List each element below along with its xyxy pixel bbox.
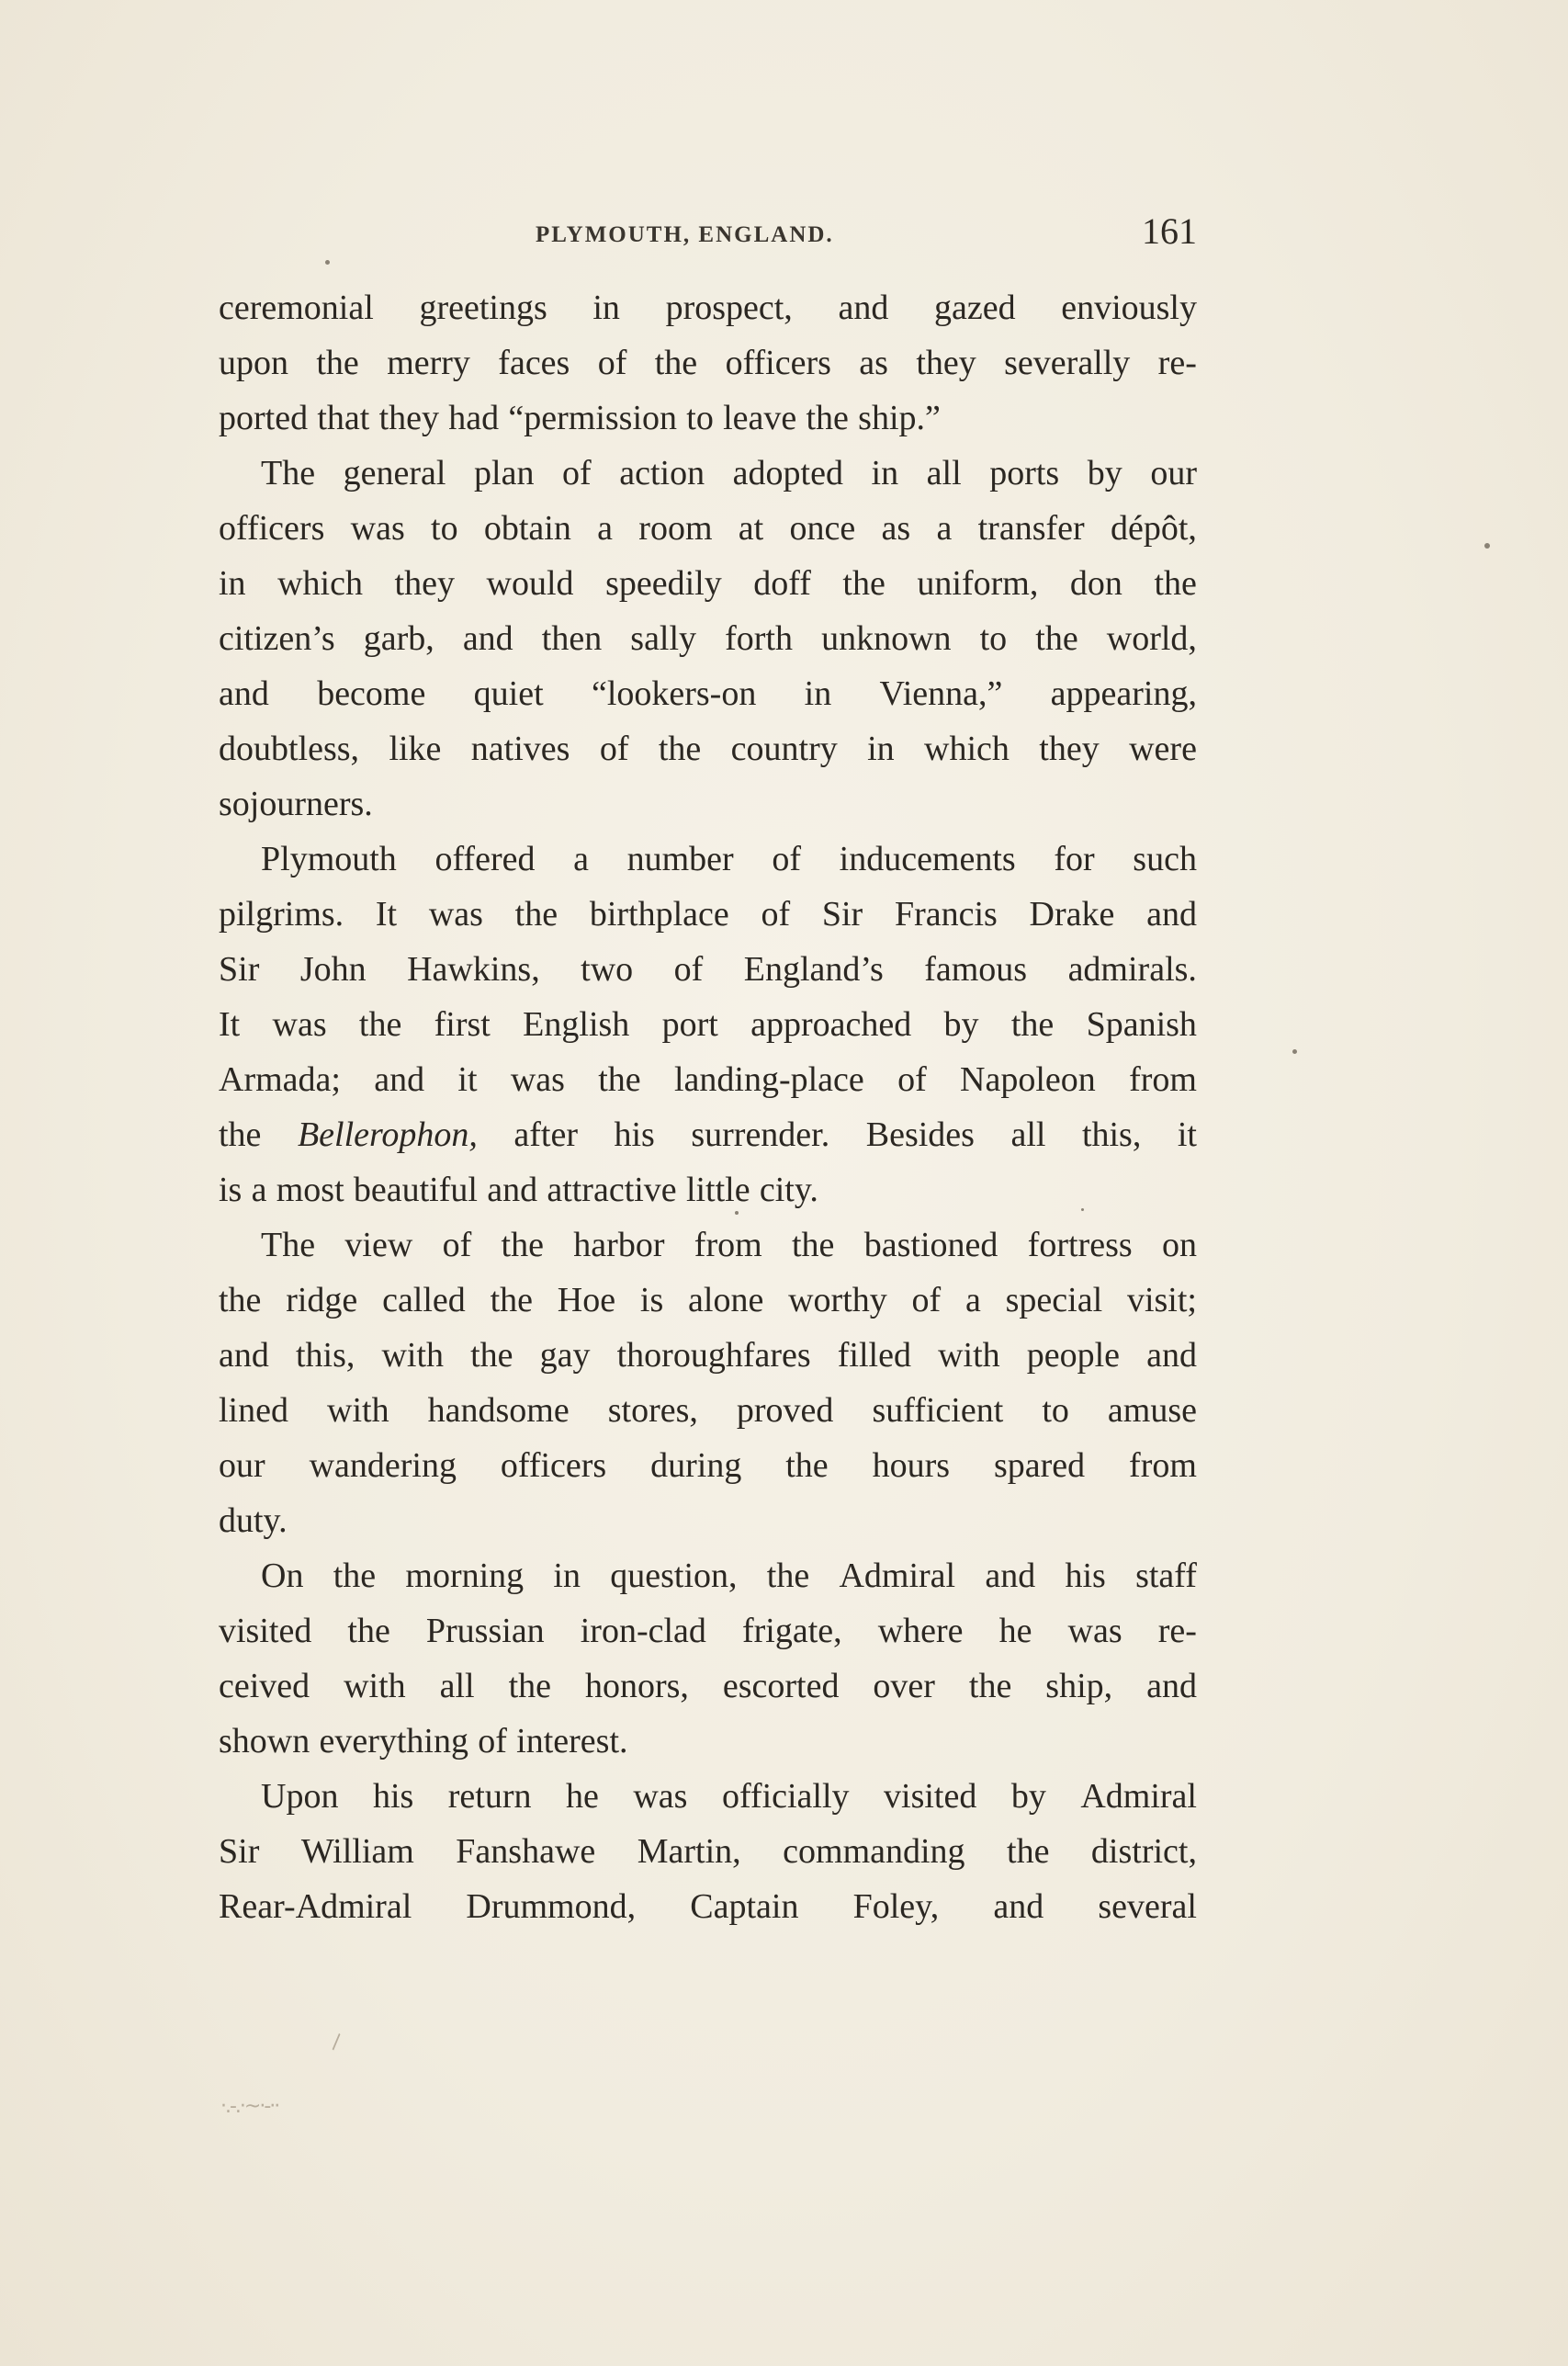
word: to: [1042, 1391, 1069, 1430]
text-line: [219, 501, 1197, 556]
word: in: [867, 730, 895, 768]
word: unknown: [821, 619, 952, 658]
word: the: [1010, 1005, 1055, 1044]
word: faces: [498, 344, 570, 382]
word: the: [766, 1557, 810, 1595]
text-line: [219, 1438, 1197, 1493]
word: a: [964, 1281, 981, 1319]
text-line: [219, 1879, 1197, 1934]
word: enviously: [1061, 289, 1197, 327]
word: Upon: [261, 1777, 339, 1816]
word: of: [442, 1226, 472, 1264]
word: the: [654, 344, 698, 382]
word: surrender.: [691, 1115, 830, 1154]
word: Martin,: [637, 1832, 741, 1871]
text-line: [219, 556, 1197, 611]
word: become: [317, 674, 426, 713]
word: officers: [219, 509, 325, 548]
word: was: [1067, 1612, 1122, 1650]
text-line: [219, 280, 1197, 335]
word: Napoleon: [960, 1060, 1096, 1099]
paper-smudge: ·.-.·~·-··: [220, 2095, 279, 2118]
text-line: [219, 942, 1197, 997]
word: this,: [1081, 1115, 1142, 1154]
word: wandering: [309, 1446, 457, 1485]
word: transfer: [977, 509, 1085, 548]
word: interest.: [516, 1722, 628, 1760]
word: number: [626, 840, 734, 878]
word: to: [431, 509, 458, 548]
word: commanding: [783, 1832, 965, 1871]
word: special: [1005, 1281, 1103, 1319]
word: such: [1133, 840, 1197, 878]
word: city.: [759, 1171, 818, 1209]
word: staff: [1135, 1557, 1197, 1595]
word: shown: [219, 1722, 310, 1760]
word: and: [462, 619, 513, 658]
word: offered: [434, 840, 536, 878]
running-head: [219, 209, 1197, 265]
word: his: [1065, 1557, 1106, 1595]
word: of: [673, 950, 704, 989]
word: Vienna,”: [879, 674, 1003, 713]
word: it: [457, 1060, 478, 1099]
word: prospect,: [665, 289, 793, 327]
word: officers: [725, 344, 831, 382]
word: had: [448, 399, 500, 437]
word: honors,: [584, 1667, 689, 1705]
word: by: [1010, 1777, 1046, 1816]
word: he: [998, 1612, 1032, 1650]
word: first: [434, 1005, 491, 1044]
word: English: [523, 1005, 630, 1044]
word: Sir: [219, 950, 260, 989]
word: uniform,: [917, 564, 1039, 603]
text-line: [219, 611, 1197, 666]
word: visited: [219, 1612, 312, 1650]
word: then: [541, 619, 603, 658]
text-line: [219, 666, 1197, 721]
word: natives: [470, 730, 570, 768]
word: the: [333, 1557, 377, 1595]
word: Admiral: [1080, 1777, 1197, 1816]
word: most: [276, 1171, 344, 1209]
word: of: [772, 840, 801, 878]
word: Francis: [894, 895, 998, 934]
word: the: [219, 1281, 262, 1319]
word: [298, 1107, 478, 1162]
word: two: [581, 950, 634, 989]
word: the: [842, 564, 886, 603]
word: Foley,: [852, 1887, 940, 1926]
word: sufficient: [872, 1391, 1004, 1430]
text-line: [219, 1603, 1197, 1658]
word: amuse: [1107, 1391, 1197, 1430]
word: William: [300, 1832, 414, 1871]
word: officers: [500, 1446, 607, 1485]
word: the: [806, 399, 849, 437]
word: England’s: [743, 950, 884, 989]
word: district,: [1090, 1832, 1197, 1871]
text-line: [219, 1383, 1197, 1438]
text-line: [219, 391, 1197, 446]
running-head-title: PLYMOUTH, ENGLAND.: [536, 222, 834, 247]
word: all: [926, 454, 962, 492]
word: the: [598, 1060, 641, 1099]
word: Plymouth: [261, 840, 397, 878]
word: at: [738, 509, 764, 548]
word: spared: [993, 1446, 1086, 1485]
word: ported: [219, 399, 309, 437]
word: ports: [989, 454, 1060, 492]
word: that: [317, 399, 370, 437]
word: action: [619, 454, 705, 492]
word: gay: [539, 1336, 591, 1375]
word: doff: [753, 564, 811, 603]
word: Hawkins,: [407, 950, 540, 989]
word: in: [592, 289, 620, 327]
word: and: [487, 1171, 538, 1209]
word: ceremonial: [219, 289, 374, 327]
word: is: [639, 1281, 664, 1319]
word: the: [490, 1281, 534, 1319]
word: merry: [387, 344, 470, 382]
word: the: [508, 1667, 551, 1705]
word: sojourners.: [219, 785, 373, 823]
word: Spanish: [1086, 1005, 1197, 1044]
text-line: [219, 1217, 1197, 1273]
word: greetings: [419, 289, 547, 327]
word: general: [343, 454, 446, 492]
word: John: [299, 950, 367, 989]
word: were: [1129, 730, 1197, 768]
word: “lookers-on: [591, 674, 757, 713]
word: and: [374, 1060, 425, 1099]
text-line: [219, 1052, 1197, 1107]
word: they: [916, 344, 976, 382]
word: severally: [1004, 344, 1131, 382]
word: thoroughfares: [616, 1336, 811, 1375]
word: as: [881, 509, 911, 548]
word: admirals.: [1067, 950, 1197, 989]
word: It: [219, 1005, 241, 1044]
word: on: [1161, 1226, 1197, 1264]
word: Sir: [821, 895, 863, 934]
word: port: [661, 1005, 718, 1044]
text-line: [219, 1328, 1197, 1383]
text-line: [219, 776, 1197, 832]
word: re-: [1157, 344, 1197, 382]
word: attractive: [547, 1171, 677, 1209]
word: dépôt,: [1110, 509, 1197, 548]
word: citizen’s: [219, 619, 335, 658]
word: by: [1087, 454, 1122, 492]
word: upon: [219, 344, 288, 382]
word: Armada;: [219, 1060, 341, 1099]
word: approached: [750, 1005, 912, 1044]
word: people: [1026, 1336, 1121, 1375]
word: of: [761, 895, 791, 934]
text-line: [219, 1493, 1197, 1548]
word: room: [638, 509, 713, 548]
word: Besides: [865, 1115, 975, 1154]
word: of: [897, 1060, 927, 1099]
word: proved: [736, 1391, 834, 1430]
text-line: [219, 887, 1197, 942]
word: as: [859, 344, 888, 382]
word: all: [1010, 1115, 1046, 1154]
word: bastioned: [863, 1226, 998, 1264]
word: a: [251, 1171, 267, 1209]
word: leave: [723, 399, 797, 437]
word: The: [261, 1226, 316, 1264]
word: all: [439, 1667, 475, 1705]
word: with: [344, 1667, 406, 1705]
word: the: [968, 1667, 1012, 1705]
italic-ship-name: Bellerophon,: [297, 1115, 478, 1154]
word: visit;: [1126, 1281, 1197, 1319]
word: over: [873, 1667, 935, 1705]
word: from: [694, 1226, 762, 1264]
word: view: [344, 1226, 413, 1264]
word: Hoe: [557, 1281, 616, 1319]
word: of: [562, 454, 592, 492]
word: of: [597, 344, 627, 382]
text-line: [219, 1548, 1197, 1603]
word: morning: [405, 1557, 525, 1595]
word: our: [219, 1446, 265, 1485]
word: beautiful: [353, 1171, 478, 1209]
word: famous: [924, 950, 1028, 989]
word: and: [1146, 1667, 1197, 1705]
body-text: [219, 280, 1197, 1934]
word: Prussian: [425, 1612, 545, 1650]
word: plan: [474, 454, 535, 492]
word: On: [261, 1557, 304, 1595]
word: in: [871, 454, 899, 492]
word: with: [938, 1336, 1000, 1375]
word: lined: [219, 1391, 288, 1430]
word: forth: [725, 619, 794, 658]
word: was: [272, 1005, 327, 1044]
word: Sir: [219, 1832, 260, 1871]
word: officially: [721, 1777, 850, 1816]
word: Admiral: [839, 1557, 956, 1595]
word: The: [261, 454, 316, 492]
word: in: [553, 1557, 581, 1595]
word: for: [1054, 840, 1095, 878]
word: don: [1069, 564, 1122, 603]
word: the: [785, 1446, 829, 1485]
word: duty.: [219, 1501, 288, 1540]
word: worthy: [788, 1281, 887, 1319]
word: to: [979, 619, 1008, 658]
word: country: [730, 730, 838, 768]
word: a: [573, 840, 589, 878]
word: in: [804, 674, 832, 713]
word: they: [378, 399, 439, 437]
word: appearing,: [1050, 674, 1197, 713]
text-line: [219, 1273, 1197, 1328]
word: frigate,: [741, 1612, 842, 1650]
word: and: [985, 1557, 1036, 1595]
word: escorted: [722, 1667, 840, 1705]
word: inducements: [839, 840, 1016, 878]
word: question,: [610, 1557, 738, 1595]
word: like: [389, 730, 442, 768]
word: filled: [837, 1336, 911, 1375]
word: after: [513, 1115, 578, 1154]
word: several: [1098, 1887, 1197, 1926]
paper-speck: [1081, 1208, 1084, 1211]
word: the: [316, 344, 359, 382]
word: by: [943, 1005, 979, 1044]
word: was: [633, 1777, 688, 1816]
word: quiet: [473, 674, 544, 713]
word: called: [382, 1281, 466, 1319]
word: sally: [630, 619, 697, 658]
word: and: [993, 1887, 1044, 1926]
word: Fanshawe: [456, 1832, 596, 1871]
paper-speck: [325, 260, 330, 265]
word: and: [219, 1336, 269, 1375]
word: is: [219, 1171, 243, 1209]
word: alone: [688, 1281, 764, 1319]
text-line: [219, 1824, 1197, 1879]
text-line: [219, 1714, 1197, 1769]
word: handsome: [427, 1391, 570, 1430]
word: world,: [1106, 619, 1197, 658]
word: birthplace: [589, 895, 729, 934]
word: adopted: [732, 454, 843, 492]
word: they: [394, 564, 455, 603]
word: ship,: [1045, 1667, 1113, 1705]
word: during: [650, 1446, 742, 1485]
word: it: [1177, 1115, 1197, 1154]
word: a: [936, 509, 953, 548]
word: to: [686, 399, 714, 437]
word: stores,: [607, 1391, 698, 1430]
word: a: [597, 509, 614, 548]
word: the: [358, 1005, 402, 1044]
word: was: [428, 895, 483, 934]
word: was: [350, 509, 405, 548]
word: fortress: [1027, 1226, 1133, 1264]
word: would: [486, 564, 574, 603]
word: with: [327, 1391, 389, 1430]
word: everything: [319, 1722, 468, 1760]
word: ceived: [219, 1667, 310, 1705]
word: which: [277, 564, 363, 603]
word: iron-clad: [580, 1612, 706, 1650]
word: which: [924, 730, 1010, 768]
word: pilgrims.: [219, 895, 344, 934]
word: from: [1129, 1446, 1197, 1485]
word: in: [219, 564, 246, 603]
text-line: [219, 997, 1197, 1052]
word: they: [1039, 730, 1100, 768]
word: he: [566, 1777, 599, 1816]
word: Drake: [1029, 895, 1115, 934]
word: ridge: [286, 1281, 358, 1319]
word: garb,: [363, 619, 434, 658]
word: the: [658, 730, 702, 768]
word: the: [470, 1336, 513, 1375]
word: the: [219, 1115, 262, 1154]
text-line: [219, 1769, 1197, 1824]
paper-speck: [1484, 543, 1490, 549]
word: of: [911, 1281, 942, 1319]
word: Drummond,: [466, 1887, 637, 1926]
word: the: [1154, 564, 1197, 603]
word: and: [1146, 895, 1197, 934]
word: visited: [884, 1777, 977, 1816]
word: once: [789, 509, 856, 548]
word: the: [347, 1612, 390, 1650]
word: was: [510, 1060, 565, 1099]
word: with: [381, 1336, 445, 1375]
word: speedily: [605, 564, 722, 603]
word: and: [838, 289, 889, 327]
text-line: [219, 832, 1197, 887]
word: of: [599, 730, 629, 768]
paper-speck: [735, 1211, 739, 1215]
word: harbor: [573, 1226, 665, 1264]
text-line: [219, 1658, 1197, 1714]
text-line: [219, 335, 1197, 391]
word: It: [375, 895, 398, 934]
word: “permission: [508, 399, 678, 437]
word: hours: [872, 1446, 951, 1485]
word: this,: [295, 1336, 355, 1375]
word: landing-place: [673, 1060, 864, 1099]
word: Captain: [690, 1887, 799, 1926]
word: where: [877, 1612, 964, 1650]
word: re-: [1157, 1612, 1197, 1650]
word: return: [447, 1777, 532, 1816]
word: his: [372, 1777, 414, 1816]
word: obtain: [483, 509, 571, 548]
word: doubtless,: [219, 730, 360, 768]
text-line: [219, 1162, 1197, 1217]
word: his: [614, 1115, 655, 1154]
word: our: [1150, 454, 1197, 492]
page-number: 161: [1142, 210, 1197, 252]
text-line: [219, 446, 1197, 501]
paper-smudge: \: [325, 2031, 346, 2054]
word: and: [1146, 1336, 1197, 1375]
text-line: [219, 721, 1197, 776]
word: ship.”: [858, 399, 941, 437]
paper-speck: [1292, 1049, 1297, 1054]
word: Rear-Admiral: [219, 1887, 412, 1926]
word: little: [685, 1171, 750, 1209]
word: the: [791, 1226, 835, 1264]
word: of: [478, 1722, 507, 1760]
word: the: [1007, 1832, 1050, 1871]
word: from: [1129, 1060, 1197, 1099]
text-line: [219, 1107, 1197, 1162]
word: gazed: [933, 289, 1016, 327]
word: and: [219, 674, 269, 713]
word: the: [501, 1226, 544, 1264]
word: the: [514, 895, 558, 934]
word: the: [1035, 619, 1078, 658]
